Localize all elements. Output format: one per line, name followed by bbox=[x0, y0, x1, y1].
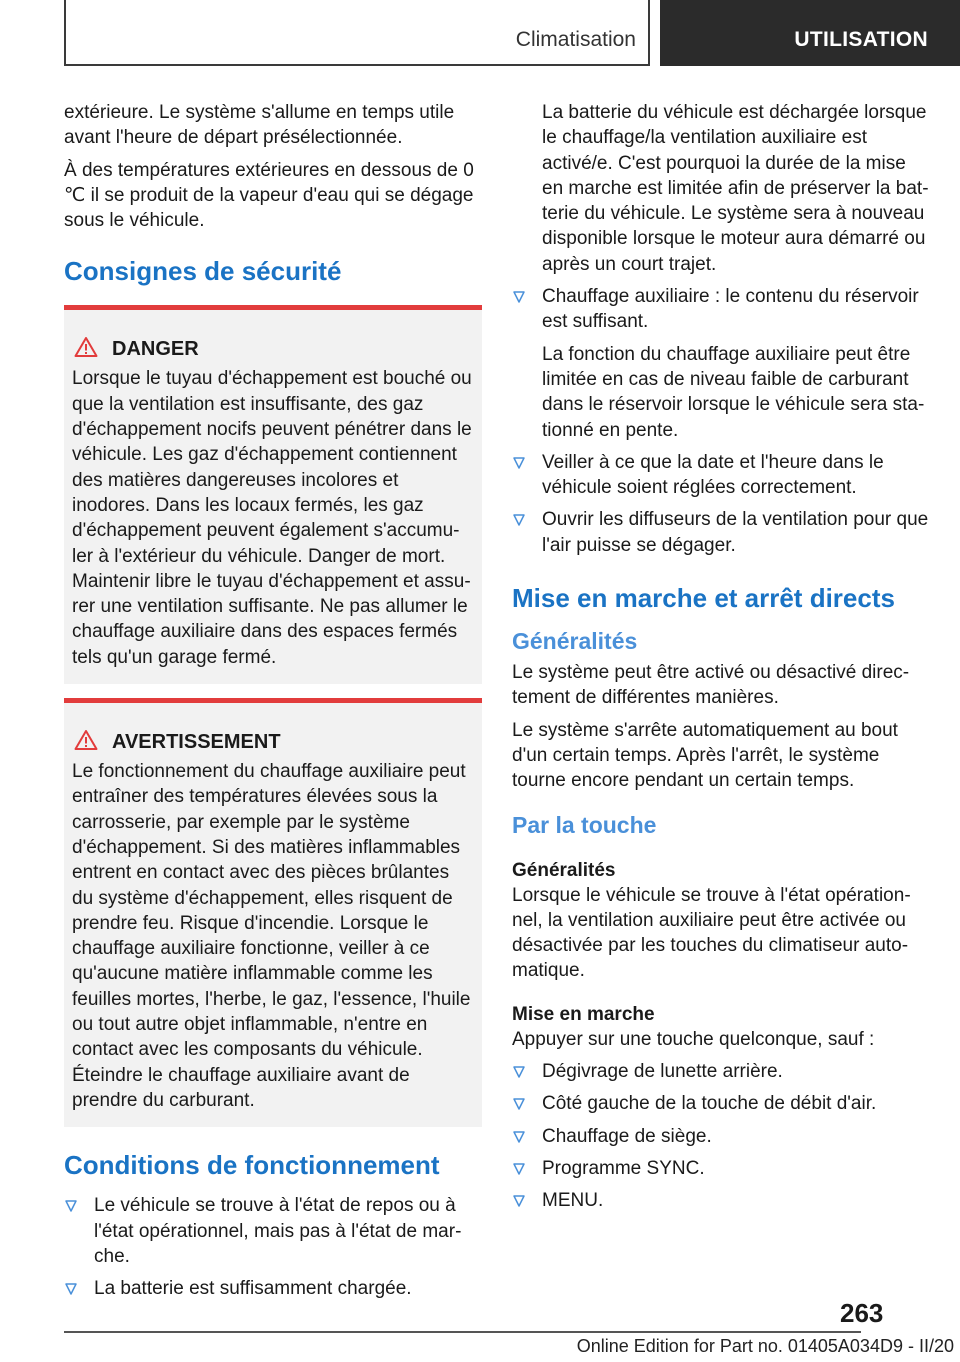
list-item: Ouvrir les diffuseurs de la ventilation pour que l'air puisse se dégager. bbox=[512, 507, 930, 558]
button-heading: Par la touche bbox=[512, 811, 657, 838]
battery-note: La batterie du véhicule est déchargée lorsque le chauffage/la ventilation auxiliaire est activé/e. C'est pourquoi la durée de la mise en marche est limitée afin de préserver la batterie du véhicule. Le système sera à nouveau disponible lorsque le moteur aura démarré ou après un court trajet. bbox=[542, 102, 929, 275]
danger-title: DANGER bbox=[112, 337, 199, 360]
triangle-bullet-icon bbox=[512, 1162, 526, 1176]
triangle-bullet-icon bbox=[512, 513, 526, 527]
list-item: MENU. bbox=[512, 1188, 930, 1213]
intro-paragraph: À des températures extérieures en dessous de 0 ℃ il se produit de la vapeur d'eau qui se dégage sous le véhicule. bbox=[64, 159, 474, 232]
list-item: Chauffage de siège. bbox=[512, 1124, 930, 1149]
conditions-list bbox=[64, 1193, 482, 1301]
general-paragraph: Le système peut être activé ou désactivé directement de différentes manières. bbox=[512, 662, 910, 709]
list-item: Le véhicule se trouve à l'état de repos ou à l'état opérationnel, mais pas à l'état de marche. bbox=[64, 1193, 482, 1269]
footer-divider bbox=[64, 1331, 861, 1333]
edition-footer: Online Edition for Part no. 01405A034D9 - II/20 bbox=[576, 1336, 954, 1356]
header-chapter-title: UTILISATION bbox=[660, 0, 960, 66]
safety-heading: Consignes de sécurité bbox=[64, 256, 342, 287]
general-paragraph: Le système s'arrête automatiquement au bout d'un certain temps. Après l'arrêt, le système tourne encore pendant un certain temps. bbox=[512, 719, 898, 792]
triangle-bullet-icon bbox=[512, 1065, 526, 1079]
fuel-note: La fonction du chauffage auxiliaire peut être limitée en cas de niveau faible de carburant dans le réservoir lorsque le véhicule sera stationné en pente. bbox=[542, 343, 925, 441]
triangle-bullet-icon bbox=[512, 290, 526, 304]
conditions-list-continued bbox=[512, 450, 930, 558]
triangle-bullet-icon bbox=[64, 1199, 78, 1213]
switch-on-heading: Mise en marche bbox=[512, 1003, 655, 1025]
general-heading: Généralités bbox=[512, 628, 638, 655]
list-item: La batterie est suffisamment chargée. bbox=[64, 1276, 482, 1301]
switch-on-text: Appuyer sur une touche quelconque, sauf : bbox=[512, 1028, 875, 1050]
intro-paragraph: extérieure. Le système s'allume en temps utile avant l'heure de départ présélectionnée. bbox=[64, 102, 455, 149]
triangle-bullet-icon bbox=[512, 1097, 526, 1111]
warning-triangle-icon bbox=[72, 336, 112, 363]
danger-text: Lorsque le tuyau d'échappement est bouché ou que la ventilation est insuffisante, des gaz d'échappement nocifs peuvent pénétrer dans le véhicule. Les gaz d'échappement contiennent des matières dangereuses incolores et inodores. Dans les locaux fermés, les gaz d'échappement peuvent également s'accumuler à l'extérieur du véhicule. Danger de mort. Maintenir libre le tuyau d'échappement et assurer une ventilation suffisante. Ne pas allumer le chauffage auxiliaire dans des espaces fermés tels qu'un garage fermé. bbox=[72, 368, 472, 668]
warning-box bbox=[64, 698, 482, 1127]
direct-control-heading: Mise en marche et arrêt directs bbox=[512, 583, 895, 614]
list-item: Chauffage auxiliaire : le contenu du réservoir est suffisant. bbox=[512, 284, 930, 335]
triangle-bullet-icon bbox=[512, 1130, 526, 1144]
warning-text: Le fonctionnement du chauffage auxiliaire peut entraîner des températures élevées sous la carrosserie, par exemple par le système d'échappement. Si des matières inflammables entrent en contact avec des pièces brûlantes du système d'échappement, elles risquent de prendre feu. Risque d'incendie. Lorsque le chauffage auxiliaire fonctionne, veiller à ce qu'aucune matière inflammable comme les feuilles mortes, l'herbe, le gaz, l'essence, l'huile ou tout autre objet inflammable, n'entre en contact avec les composants du véhicule. Éteindre le chauffage auxiliaire avant de prendre du carburant. bbox=[72, 761, 471, 1111]
danger-box bbox=[64, 305, 482, 684]
list-item: Veiller à ce que la date et l'heure dans le véhicule soient réglées correctement. bbox=[512, 450, 930, 501]
right-column bbox=[512, 100, 930, 1221]
warning-title: AVERTISSEMENT bbox=[112, 730, 281, 753]
conditions-list-continued bbox=[512, 284, 930, 335]
page-number: 263 bbox=[840, 1298, 884, 1328]
triangle-bullet-icon bbox=[512, 456, 526, 470]
left-column bbox=[64, 100, 482, 1308]
button-general-heading: Généralités bbox=[512, 859, 616, 881]
warning-triangle-icon bbox=[72, 729, 112, 756]
list-item: Dégivrage de lunette arrière. bbox=[512, 1059, 930, 1084]
list-item: Programme SYNC. bbox=[512, 1156, 930, 1181]
triangle-bullet-icon bbox=[64, 1282, 78, 1296]
conditions-heading: Conditions de fonctionnement bbox=[64, 1150, 440, 1181]
list-item: Côté gauche de la touche de débit d'air. bbox=[512, 1091, 930, 1116]
exceptions-list bbox=[512, 1059, 930, 1213]
button-general-text: Lorsque le véhicule se trouve à l'état opérationnel, la ventilation auxiliaire peut être activée ou désactivée par les touches du climatiseur automatique. bbox=[512, 884, 911, 982]
header-section-title: Climatisation bbox=[515, 28, 636, 51]
triangle-bullet-icon bbox=[512, 1194, 526, 1208]
